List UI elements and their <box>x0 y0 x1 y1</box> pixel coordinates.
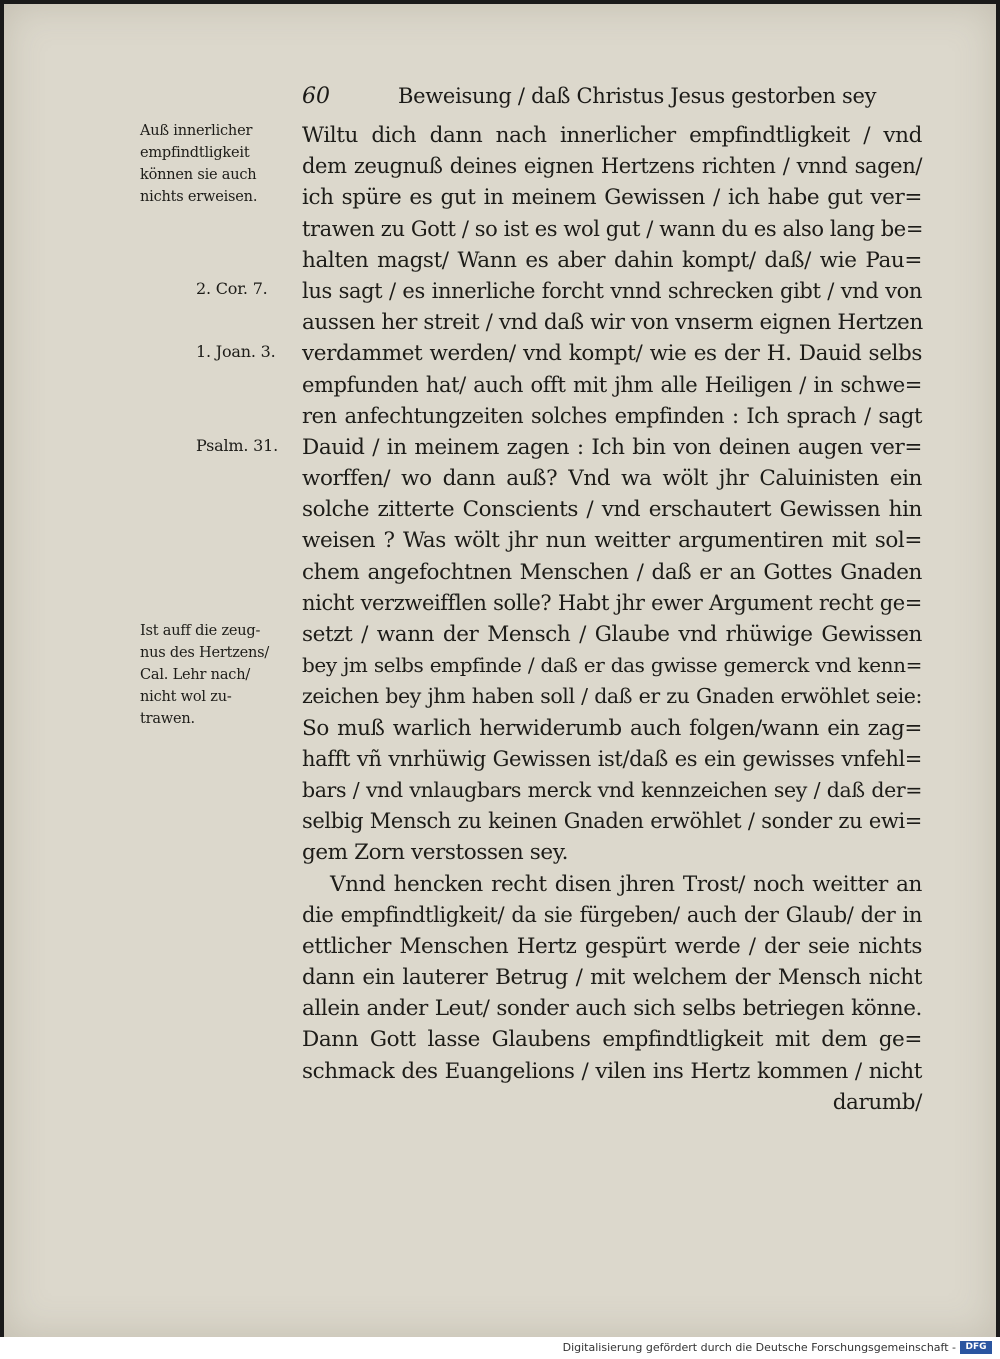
text-line: So muß warlich herwiderumb auch folgen/wann ein zag= <box>302 715 922 741</box>
margin-note-line: Cal. Lehr nach/ <box>140 667 251 683</box>
text-line: empfunden hat/ auch offt mit jhm alle Heiligen / in schwe= <box>302 372 922 397</box>
running-title: Beweisung / daß Christus Jesus gestorben sey <box>398 84 877 108</box>
text-line: lus sagt / es innerliche forcht vnnd schrecken gibt / vnd von <box>302 278 922 303</box>
text-line: Dann Gott lasse Glaubens empfindtligkeit mit dem ge= <box>302 1027 922 1053</box>
margin-note-inner-feeling <box>140 120 257 208</box>
digitization-footer <box>0 1337 1000 1359</box>
margin-note-line: nus des Hertzens/ <box>140 645 270 661</box>
margin-note-line: Auß innerlicher <box>140 123 253 139</box>
text-line: worffen/ wo dann auß? Vnd wa wölt jhr Caluinisten ein <box>302 466 922 492</box>
page-header <box>302 78 877 118</box>
book-page <box>4 4 996 1337</box>
text-line: bars / vnd vnlaugbars merck vnd kennzeichen sey / daß der= <box>302 777 922 802</box>
text-line: setzt / wann der Mensch / Glaube vnd rhüwige Gewissen <box>302 622 922 647</box>
footer-credit: Digitalisierung gefördert durch die Deutsche Forschungsgemeinschaft - <box>562 1341 956 1354</box>
text-line: ich spüre es gut in meinem Gewissen / ich habe gut ver= <box>302 185 922 211</box>
text-line: zeichen bey jhm haben soll / daß er zu Gnaden erwöhlet seie: <box>302 684 922 709</box>
margin-note-line: können sie auch <box>140 167 257 183</box>
margin-note-line: nicht wol zu- <box>140 689 232 705</box>
text-line: solche zitterte Conscients / vnd erschautert Gewissen hin <box>302 497 922 523</box>
text-line: schmack des Euangelions / vilen ins Hertz kommen / nicht <box>302 1058 922 1084</box>
margin-ref-psalm: Psalm. 31. <box>196 436 278 455</box>
margin-note-line: Ist auff die zeug- <box>140 623 261 639</box>
text-line: ettlicher Menschen Hertz gespürt werde / der seie nichts <box>302 933 922 959</box>
text-line: Wiltu dich dann nach innerlicher empfindtligkeit / vnd <box>302 123 922 148</box>
text-line: hafft vñ vnrhüwig Gewissen ist/daß es ein gewisses vnfehl= <box>302 746 922 771</box>
text-line: selbig Mensch zu keinen Gnaden erwöhlet / sonder zu ewi= <box>302 809 922 834</box>
text-line: nicht verzweifflen solle? Habt jhr ewer Argument recht ge= <box>302 590 922 615</box>
dfg-logo: DFG <box>960 1341 992 1354</box>
margin-note-line: trawen. <box>140 711 195 727</box>
text-line: halten magst/ Wann es aber dahin kompt/ daß/ wie Pau= <box>302 247 922 273</box>
margin-note-line: nichts erweisen. <box>140 189 258 205</box>
text-line: chem angefochtnen Menschen / daß er an Gottes Gnaden <box>302 559 922 585</box>
margin-note-heart-testimony <box>140 620 269 730</box>
text-line: Dauid / in meinem zagen : Ich bin von deinen augen ver= <box>302 434 922 460</box>
margin-note-line: empfindtligkeit <box>140 145 250 161</box>
text-line: bey jm selbs empfinde / daß er das gwisse gemerck vnd kenn= <box>302 653 922 678</box>
text-line: Vnnd hencken recht disen jhren Trost/ noch weitter an <box>330 871 922 897</box>
margin-ref-corinthians: 2. Cor. 7. <box>196 279 268 298</box>
text-line: dann ein lauterer Betrug / mit welchem der Mensch nicht <box>302 965 922 991</box>
text-line: die empfindtligkeit/ da sie fürgeben/ auch der Glaub/ der in <box>302 902 922 927</box>
catchword: darumb/ <box>832 1089 922 1115</box>
text-line: trawen zu Gott / so ist es wol gut / wann du es also lang be= <box>302 216 924 241</box>
text-line: aussen her streit / vnd daß wir von vnserm eignen Hertzen <box>302 310 923 336</box>
page-number: 60 <box>302 84 330 109</box>
margin-ref-john: 1. Joan. 3. <box>196 342 276 361</box>
text-line: dem zeugnuß deines eignen Hertzens richten / vnnd sagen/ <box>302 154 922 179</box>
text-line: weisen ? Was wölt jhr nun weitter argumentiren mit sol= <box>302 528 922 554</box>
text-line: verdammet werden/ vnd kompt/ wie es der H. Dauid selbs <box>302 341 922 367</box>
text-line: allein ander Leut/ sonder auch sich selbs betriegen könne. <box>302 996 922 1022</box>
text-line: ren anfechtungzeiten solches empfinden : Ich sprach / sagt <box>302 403 922 428</box>
main-text-block <box>302 120 922 1118</box>
text-line: gem Zorn verstossen sey. <box>302 840 569 866</box>
